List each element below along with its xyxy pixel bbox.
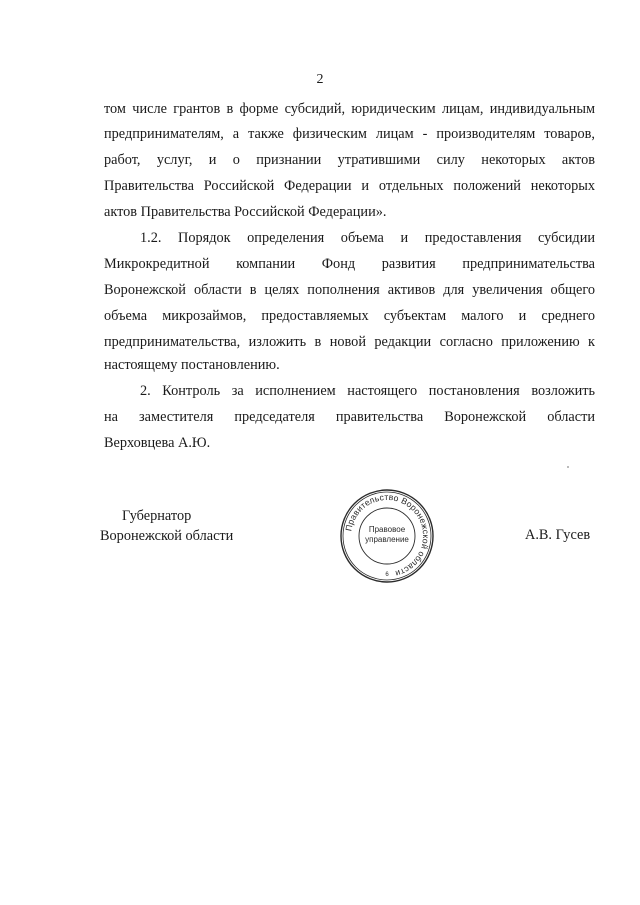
- text-line: том числе грантов в форме субсидий, юридическим лицам, индивидуальным: [104, 101, 595, 117]
- text-line: 2. Контроль за исполнением настоящего постановления возложить: [140, 383, 595, 399]
- official-stamp: [339, 488, 435, 584]
- text-line: Правительства Российской Федерации и отдельных положений некоторых: [104, 178, 595, 194]
- scan-speck: [567, 466, 569, 468]
- text-line: Верховцева А.Ю.: [104, 435, 211, 451]
- text-line: Микрокредитной компании Фонд развития предпринимательства: [104, 256, 595, 272]
- text-line: предпринимательства, изложить в новой редакции согласно приложению к: [104, 334, 595, 350]
- stamp-bottom-mark: 6: [385, 572, 389, 578]
- text-line: настоящему постановлению.: [104, 357, 280, 373]
- text-line: на заместителя председателя правительства Воронежской области: [104, 409, 595, 425]
- signatory-title-line-1: Губернатор: [122, 508, 192, 524]
- text-line: работ, услуг, и о признании утратившими силу некоторых актов: [104, 152, 595, 168]
- stamp-ring-text: Правительство Воронежской области: [343, 491, 432, 579]
- signatory-name: А.В. Гусев: [525, 527, 591, 543]
- text-line: Воронежской области в целях пополнения активов для увеличения общего: [104, 282, 595, 298]
- stamp-center-line-1: Правовое: [368, 525, 406, 534]
- stamp-graphic: [339, 488, 435, 584]
- signatory-title-line-2: Воронежской области: [100, 528, 234, 544]
- signatory-title: [100, 506, 233, 546]
- text-line: актов Правительства Российской Федерации».: [104, 204, 387, 220]
- page-number: 2: [316, 72, 324, 87]
- text-line: предпринимателям, а также физическим лицам - производителям товаров,: [104, 126, 595, 142]
- text-line: объема микрозаймов, предоставляемых субъектам малого и среднего: [104, 308, 595, 324]
- stamp-center-line-2: управление: [365, 535, 409, 544]
- text-line: 1.2. Порядок определения объема и предоставления субсидии: [140, 230, 595, 246]
